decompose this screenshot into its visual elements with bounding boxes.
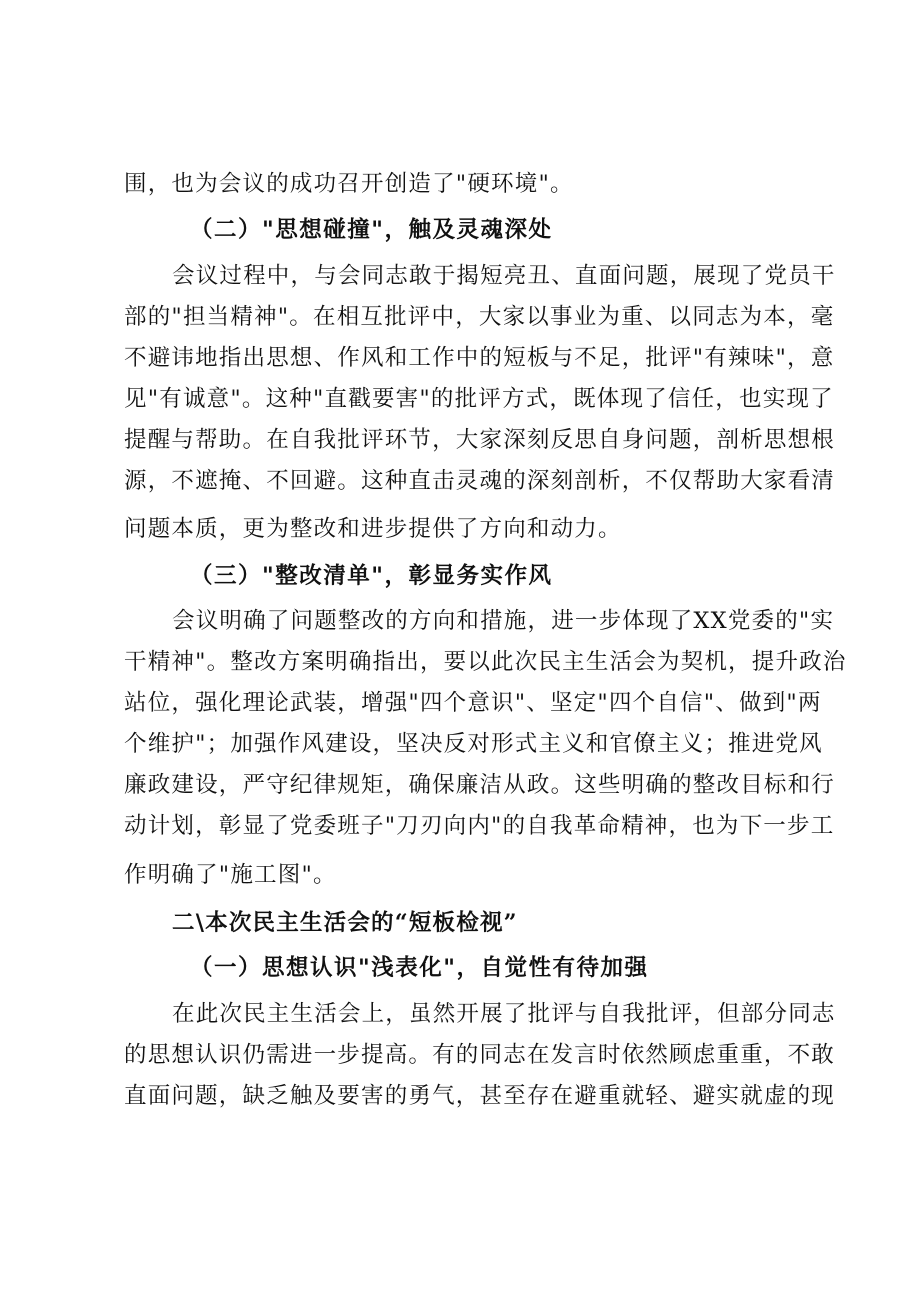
- paragraph-line: 部的"担当精神"。在相互批评中，大家以事业为重、以同志为本，毫: [124, 304, 835, 330]
- paragraph-line: 廉政建设，严守纪律规矩，确保廉洁从政。这些明确的整改目标和行: [124, 772, 836, 798]
- subheading-1: （一）思想认识"浅表化"，自觉性有待加强: [190, 955, 649, 981]
- paragraph-line: 动计划，彰显了党委班子"刀刃向内"的自我革命精神，也为下一步工: [124, 813, 835, 839]
- paragraph-line: 站位，强化理论武装，增强"四个意识"、坚定"四个自信"、做到"两: [124, 690, 822, 716]
- paragraph-line-continuation: 围，也为会议的成功召开创造了"硬环境"。: [124, 171, 574, 197]
- section-heading-2: 二\本次民主生活会的“短板检视”: [172, 910, 518, 936]
- paragraph-line: 的思想认识仍需进一步提高。有的同志在发言时依然顾虑重重，不敢: [124, 1042, 836, 1068]
- paragraph-line: 问题本质，更为整改和进步提供了方向和动力。: [124, 516, 622, 542]
- paragraph-line: 会议过程中，与会同志敢于揭短亮丑、直面问题，展现了党员干: [172, 263, 836, 289]
- paragraph-line: 在此次民主生活会上，虽然开展了批评与自我批评，但部分同志: [172, 1001, 836, 1027]
- paragraph-line: 不避讳地指出思想、作风和工作中的短板与不足，批评"有辣味"，意: [124, 345, 835, 371]
- subheading-2: （二）"思想碰撞"，触及灵魂深处: [190, 217, 553, 243]
- paragraph-line: 个维护"；加强作风建设，坚决反对形式主义和官僚主义；推进党风: [124, 731, 823, 757]
- paragraph-line: 源，不遮掩、不回避。这种直击灵魂的深刻剖析，不仅帮助大家看清: [124, 468, 836, 494]
- paragraph-line: 会议明确了问题整改的方向和措施，进一步体现了XX党委的"实: [172, 608, 835, 634]
- paragraph-line: 见"有诚意"。这种"直戳要害"的批评方式，既体现了信任，也实现了: [124, 386, 834, 412]
- subheading-3: （三）"整改清单"，彰显务实作风: [190, 563, 553, 589]
- paragraph-line: 干精神"。整改方案明确指出，要以此次民主生活会为契机，提升政治: [124, 649, 847, 675]
- paragraph-line: 直面问题，缺乏触及要害的勇气，甚至存在避重就轻、避实就虚的现: [124, 1083, 836, 1109]
- paragraph-line: 作明确了"施工图"。: [124, 862, 337, 888]
- paragraph-line: 提醒与帮助。在自我批评环节，大家深刻反思自身问题，剖析思想根: [124, 427, 836, 453]
